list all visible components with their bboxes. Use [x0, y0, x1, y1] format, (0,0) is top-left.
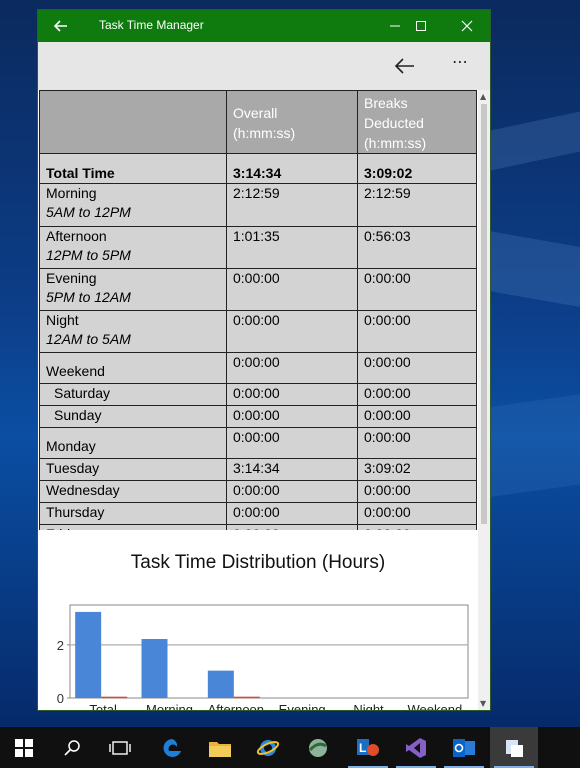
task-view-button[interactable] [96, 727, 144, 768]
internet-explorer-button[interactable] [244, 727, 292, 768]
sphere-app-button[interactable] [294, 727, 342, 768]
maximize-icon [415, 20, 427, 32]
app-sphere-icon [307, 737, 329, 759]
overall-time-cell [227, 311, 358, 353]
header-breaks-deducted: Breaks Deducted (h:mm:ss) [358, 91, 477, 154]
x-tick-label: Morning [146, 702, 193, 717]
report-content [38, 90, 478, 717]
breaks-deducted-cell [358, 227, 477, 269]
row-sublabel: 12PM to 5PM [46, 247, 131, 263]
row-label: Morning [46, 185, 97, 201]
overall-time-cell [227, 353, 358, 384]
table-row [40, 227, 477, 269]
overall-time-value: 0:00:00 [233, 312, 280, 328]
breaks-deducted-value: 0:00:00 [364, 385, 411, 401]
overall-time-value: 1:01:35 [233, 228, 280, 244]
x-tick-label: Evening [278, 702, 326, 717]
overall-time-value: 2:12:59 [233, 185, 280, 201]
nav-back-button[interactable] [392, 54, 418, 78]
task-time-manager-taskbar-button[interactable] [490, 727, 538, 768]
bar [208, 671, 234, 698]
start-button[interactable] [0, 727, 48, 768]
overall-time-cell [227, 459, 358, 481]
breaks-deducted-cell [358, 184, 477, 227]
row-label-cell [40, 406, 227, 428]
header-overall: Overall (h:mm:ss) [227, 91, 358, 154]
row-label: Afternoon [46, 228, 107, 244]
row-label: Tuesday [46, 460, 100, 476]
row-label: Monday [46, 438, 96, 454]
table-row [40, 406, 477, 428]
bar [75, 612, 101, 698]
search-icon [63, 739, 81, 757]
x-tick-label: Weekend [407, 702, 463, 717]
breaks-deducted-value: 3:09:02 [364, 460, 411, 476]
row-label-cell [40, 184, 227, 227]
row-label-cell [40, 154, 227, 184]
breaks-deducted-value: 2:12:59 [364, 185, 411, 201]
visual-studio-button[interactable] [392, 727, 440, 768]
skype-business-icon [356, 737, 380, 759]
file-explorer-button[interactable] [196, 727, 244, 768]
row-label-cell [40, 269, 227, 311]
command-bar [38, 42, 490, 90]
breaks-deducted-cell [358, 481, 477, 503]
window-title: Task Time Manager [99, 18, 204, 32]
row-label: Weekend [46, 363, 105, 379]
overall-time-value: 0:00:00 [233, 429, 280, 445]
overall-time-cell [227, 503, 358, 525]
breaks-deducted-value: 0:00:00 [364, 429, 411, 445]
svg-text:L: L [359, 740, 367, 755]
overall-time-value: 0:00:00 [233, 385, 280, 401]
table-row [40, 428, 477, 459]
table-row [40, 384, 477, 406]
row-label-cell [40, 227, 227, 269]
row-sublabel: 5AM to 12PM [46, 204, 131, 220]
vertical-scrollbar[interactable] [478, 90, 490, 710]
outlook-icon [452, 737, 476, 759]
outlook-button[interactable] [440, 727, 488, 768]
app-window [38, 10, 490, 717]
breaks-deducted-value: 0:56:03 [364, 228, 411, 244]
close-button[interactable] [444, 10, 490, 42]
row-label: Total Time [46, 165, 115, 181]
header-blank-cell [40, 91, 227, 154]
titlebar-back-button[interactable] [50, 15, 72, 37]
skype-business-button[interactable] [344, 727, 392, 768]
overall-time-value: 3:14:34 [233, 165, 282, 181]
breaks-deducted-cell [358, 406, 477, 428]
x-tick-label: Night [353, 702, 384, 717]
close-icon [461, 20, 473, 32]
breaks-deducted-cell [358, 311, 477, 353]
breaks-deducted-cell [358, 428, 477, 459]
y-tick-label: 0 [56, 691, 64, 706]
edge-button[interactable] [148, 727, 196, 768]
maximize-button[interactable] [398, 10, 444, 42]
x-tick-label: Total [89, 702, 117, 717]
breaks-deducted-value: 0:00:00 [364, 354, 411, 370]
more-options-button[interactable]: ⋯ [452, 52, 469, 71]
bar [234, 697, 260, 699]
overall-time-value: 0:00:00 [233, 354, 280, 370]
arrow-left-icon [392, 54, 418, 78]
overall-time-cell [227, 481, 358, 503]
breaks-deducted-cell [358, 503, 477, 525]
task-view-icon [109, 739, 131, 757]
row-label: Sunday [54, 407, 102, 423]
row-label: Saturday [54, 385, 111, 401]
table-row [40, 459, 477, 481]
task-time-manager-icon [503, 737, 525, 759]
scroll-up-icon[interactable]: ▲ [480, 92, 487, 101]
row-label: Evening [46, 270, 97, 286]
scroll-down-icon[interactable]: ▼ [480, 699, 487, 708]
breaks-deducted-cell [358, 154, 477, 184]
breaks-deducted-value: 0:00:00 [364, 407, 411, 423]
plot-area [70, 605, 468, 698]
row-label: Thursday [46, 504, 105, 520]
taskbar [0, 727, 580, 768]
time-summary-table [39, 90, 477, 547]
table-row [40, 311, 477, 353]
breaks-deducted-cell [358, 459, 477, 481]
row-label-cell [40, 353, 227, 384]
row-sublabel: 5PM to 12AM [46, 289, 131, 305]
overall-time-value: 0:00:00 [233, 504, 280, 520]
row-label-cell [40, 459, 227, 481]
y-tick-label: 2 [56, 637, 64, 653]
chart-panel [38, 530, 478, 717]
breaks-deducted-cell [358, 384, 477, 406]
breaks-deducted-value: 0:00:00 [364, 504, 411, 520]
windows-start-icon [15, 739, 33, 757]
chart-title: Task Time Distribution (Hours) [130, 552, 386, 573]
row-label-cell [40, 384, 227, 406]
edge-icon [161, 737, 183, 759]
table-row [40, 184, 477, 227]
overall-time-cell [227, 184, 358, 227]
table-row [40, 269, 477, 311]
visual-studio-icon [405, 737, 427, 759]
arrow-left-icon [50, 15, 72, 37]
overall-time-value: 3:14:34 [233, 460, 280, 476]
row-label: Night [46, 312, 79, 328]
search-button[interactable] [48, 727, 96, 768]
table-row [40, 481, 477, 503]
row-label-cell [40, 428, 227, 459]
row-label-cell [40, 311, 227, 353]
overall-time-value: 0:00:00 [233, 482, 280, 498]
breaks-deducted-cell [358, 353, 477, 384]
row-label-cell [40, 503, 227, 525]
overall-time-cell [227, 227, 358, 269]
table-row [40, 503, 477, 525]
file-explorer-icon [208, 738, 232, 758]
bar [101, 697, 127, 699]
row-label: Wednesday [46, 482, 120, 498]
x-tick-label: Afternoon [207, 702, 265, 717]
breaks-deducted-value: 0:00:00 [364, 482, 411, 498]
bar [142, 639, 168, 698]
row-label-cell [40, 481, 227, 503]
overall-time-value: 0:00:00 [233, 270, 280, 286]
breaks-deducted-value: 3:09:02 [364, 165, 413, 181]
breaks-deducted-cell [358, 269, 477, 311]
table-header-row [40, 91, 477, 154]
title-bar [38, 10, 490, 42]
overall-time-cell [227, 154, 358, 184]
table-row [40, 154, 477, 184]
bar-chart [38, 590, 478, 717]
overall-time-value: 0:00:00 [233, 407, 280, 423]
breaks-deducted-value: 0:00:00 [364, 312, 411, 328]
overall-time-cell [227, 428, 358, 459]
overall-time-cell [227, 406, 358, 428]
overall-time-cell [227, 269, 358, 311]
scrollbar-thumb[interactable] [481, 104, 487, 524]
breaks-deducted-value: 0:00:00 [364, 270, 411, 286]
internet-explorer-icon [256, 737, 280, 759]
overall-time-cell [227, 384, 358, 406]
row-sublabel: 12AM to 5AM [46, 331, 131, 347]
table-row [40, 353, 477, 384]
